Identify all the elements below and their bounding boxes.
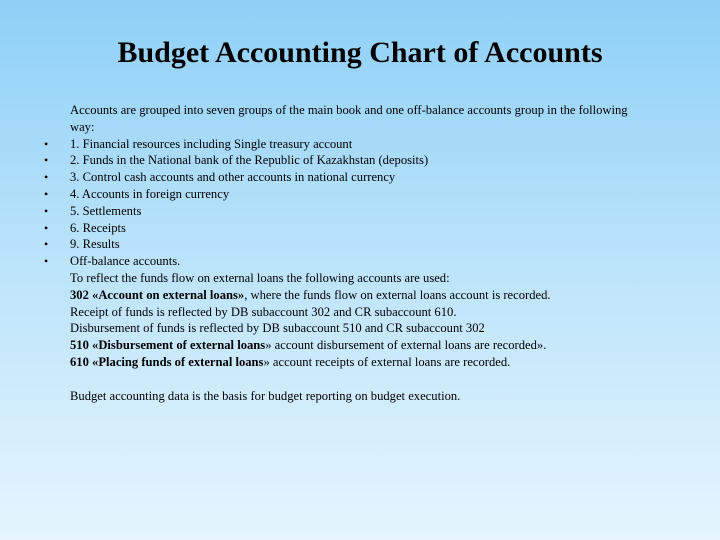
account-510-line [70, 337, 650, 354]
slide-title: Budget Accounting Chart of Accounts [117, 36, 603, 69]
bullet-item: • 9. Results [70, 236, 650, 253]
slide-body [70, 102, 650, 404]
bullet-item: • 6. Receipts [70, 220, 650, 237]
bullet-item: • 1. Financial resources including Single treasury account [70, 136, 650, 153]
bullet-item: • 3. Control cash accounts and other accounts in national currency [70, 169, 650, 186]
account-510-name: 510 «Disbursement of external loans [70, 338, 266, 353]
bullet-item: • 2. Funds in the National bank of the Republic of Kazakhstan (deposits) [70, 152, 650, 169]
bullet-item: • Off-balance accounts. [70, 253, 650, 270]
bullet-item: • 5. Settlements [70, 203, 650, 220]
loans-intro-text: To reflect the funds flow on external loans the following accounts are used: [70, 270, 450, 285]
account-302-name: 302 «Account on external loans» [70, 287, 245, 302]
closing-text: Budget accounting data is the basis for budget reporting on budget execution. [70, 388, 461, 403]
receipt-line: Receipt of funds is reflected by DB subaccount 302 and CR subaccount 610. [70, 304, 457, 319]
account-302-line [70, 287, 650, 304]
account-302-description: , where the funds flow on external loans account is recorded. [244, 287, 551, 302]
account-610-name: 610 «Placing funds of external loans [70, 354, 264, 369]
intro-text: Accounts are grouped into seven groups of the main book and one off-balance accounts group in the following way: [70, 103, 628, 134]
disbursement-line: Disbursement of funds is reflected by DB subaccount 510 and CR subaccount 302 [70, 321, 485, 336]
account-610-line [70, 354, 650, 371]
bullet-item: • 4. Accounts in foreign currency [70, 186, 650, 203]
account-610-description: » account receipts of external loans are recorded. [263, 354, 511, 369]
account-510-description: » account disbursement of external loans are recorded». [265, 338, 547, 353]
paragraph-spacer [70, 371, 650, 388]
